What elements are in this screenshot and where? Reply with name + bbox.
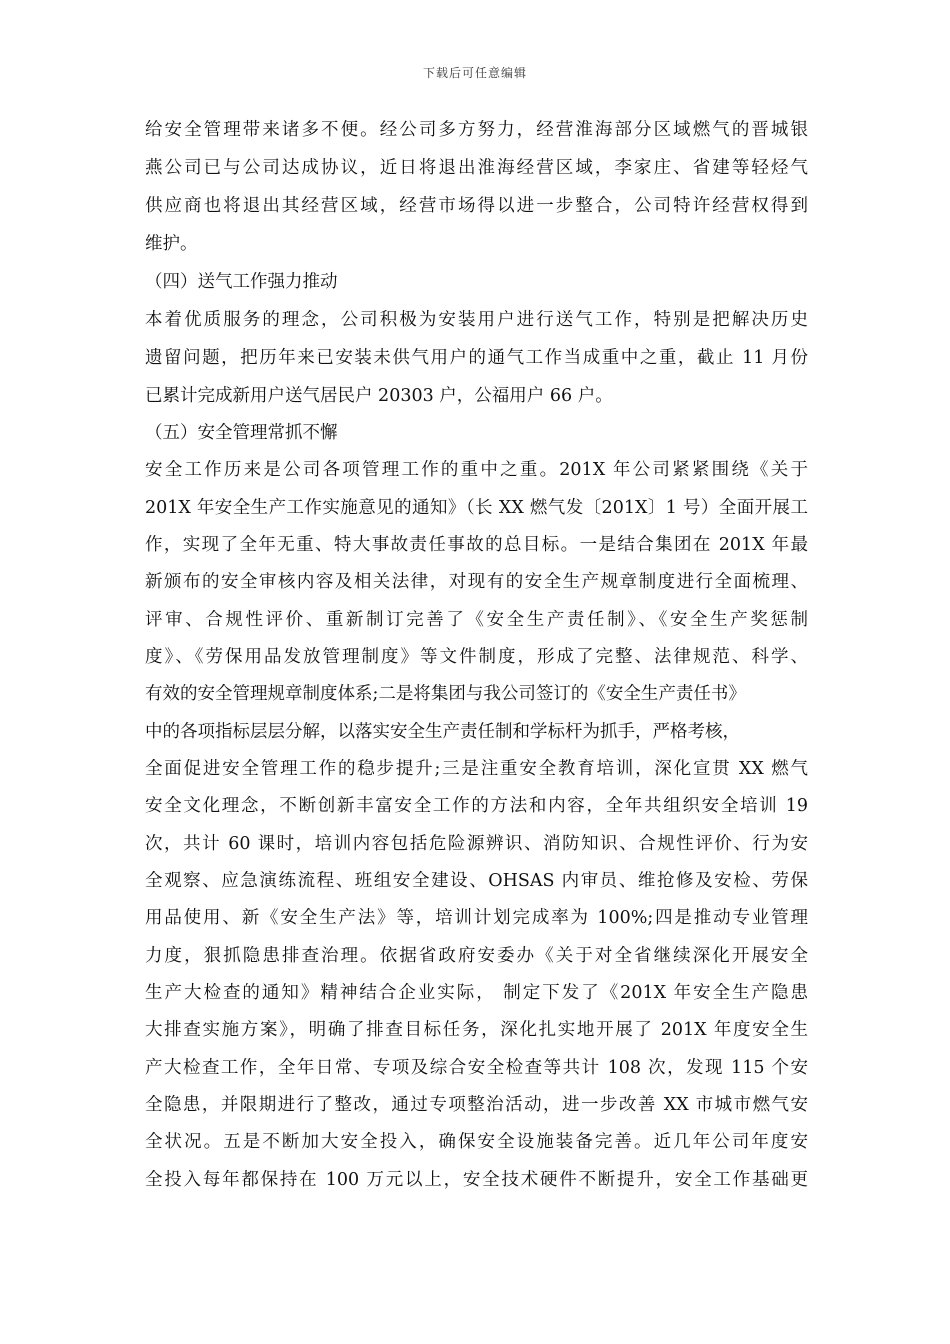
body-line: 安全文化理念，不断创新丰富安全工作的方法和内容，全年共组织安全培训 19: [145, 796, 808, 816]
body-line: 评审、合规性评价、重新制订完善了《安全生产责任制》、《安全生产奖惩制: [145, 610, 808, 630]
body-line: 次，共计 60 课时，培训内容包括危险源辨识、消防知识、合规性评价、行为安: [145, 834, 808, 854]
body-line: 维护。: [145, 234, 198, 254]
body-line: 作，实现了全年无重、特大事故责任事故的总目标。一是结合集团在 201X 年最: [145, 535, 808, 555]
body-line: 已累计完成新用户送气居民户 20303 户，公福用户 66 户。: [145, 386, 613, 406]
body-line: 大排查实施方案》，明确了排查目标任务，深化扎实地开展了 201X 年度安全生: [145, 1020, 808, 1040]
page-header: 下载后可任意编辑: [422, 66, 527, 80]
body-line: 全投入每年都保持在 100 万元以上，安全技术硬件不断提升，安全工作基础更: [145, 1170, 808, 1190]
body-line: 遗留问题，把历年来已安装未供气用户的通气工作当成重中之重，截止 11 月份: [145, 348, 808, 368]
body-line: 供应商也将退出其经营区域，经营市场得以进一步整合，公司特许经营权得到: [145, 196, 808, 216]
section-heading: （四）送气工作强力推动: [145, 272, 338, 292]
body-line: 度》、《劳保用品发放管理制度》等文件制度，形成了完整、法律规范、科学、: [145, 647, 808, 667]
body-line: 全面促进安全管理工作的稳步提升;三是注重安全教育培训，深化宣贯 XX 燃气: [145, 759, 808, 779]
body-line: 中的各项指标层层分解，以落实安全生产责任制和学标杆为抓手，严格考核，: [145, 722, 740, 742]
body-line: 产大检查工作，全年日常、专项及综合安全检查等共计 108 次，发现 115 个安: [145, 1058, 808, 1078]
body-line: 全状况。五是不断加大安全投入，确保安全设施装备完善。近几年公司年度安: [145, 1132, 808, 1152]
section-heading: （五）安全管理常抓不懈: [145, 423, 338, 443]
body-line: 全观察、应急演练流程、班组安全建设、OHSAS 内审员、维抢修及安检、劳保: [145, 871, 808, 891]
body-line: 力度，狠抓隐患排查治理。依据省政府安委办《关于对全省继续深化开展安全: [145, 946, 808, 966]
body-line: 201X 年安全生产工作实施意见的通知》（长 XX 燃气发〔201X〕1 号）全面开展工: [145, 498, 808, 518]
body-line: 燕公司已与公司达成协议，近日将退出淮海经营区域，李家庄、省建等轻烃气: [145, 158, 808, 178]
body-line: 给安全管理带来诸多不便。经公司多方努力，经营淮海部分区域燃气的晋城银: [145, 120, 808, 140]
body-line: 本着优质服务的理念，公司积极为安装用户进行送气工作，特别是把解决历史: [145, 310, 808, 330]
body-line: 有效的安全管理规章制度体系;二是将集团与我公司签订的《安全生产责任书》: [145, 684, 746, 704]
body-line: 用品使用、新《安全生产法》等，培训计划完成率为 100%;四是推动专业管理: [145, 908, 808, 928]
body-line: 新颁布的安全审核内容及相关法律，对现有的安全生产规章制度进行全面梳理、: [145, 572, 808, 592]
body-line: 安全工作历来是公司各项管理工作的重中之重。201X 年公司紧紧围绕《关于: [145, 460, 808, 480]
body-line: 生产大检查的通知》精神结合企业实际， 制定下发了《201X 年安全生产隐患: [145, 983, 808, 1003]
body-line: 全隐患，并限期进行了整改，通过专项整治活动，进一步改善 XX 市城市燃气安: [145, 1095, 808, 1115]
